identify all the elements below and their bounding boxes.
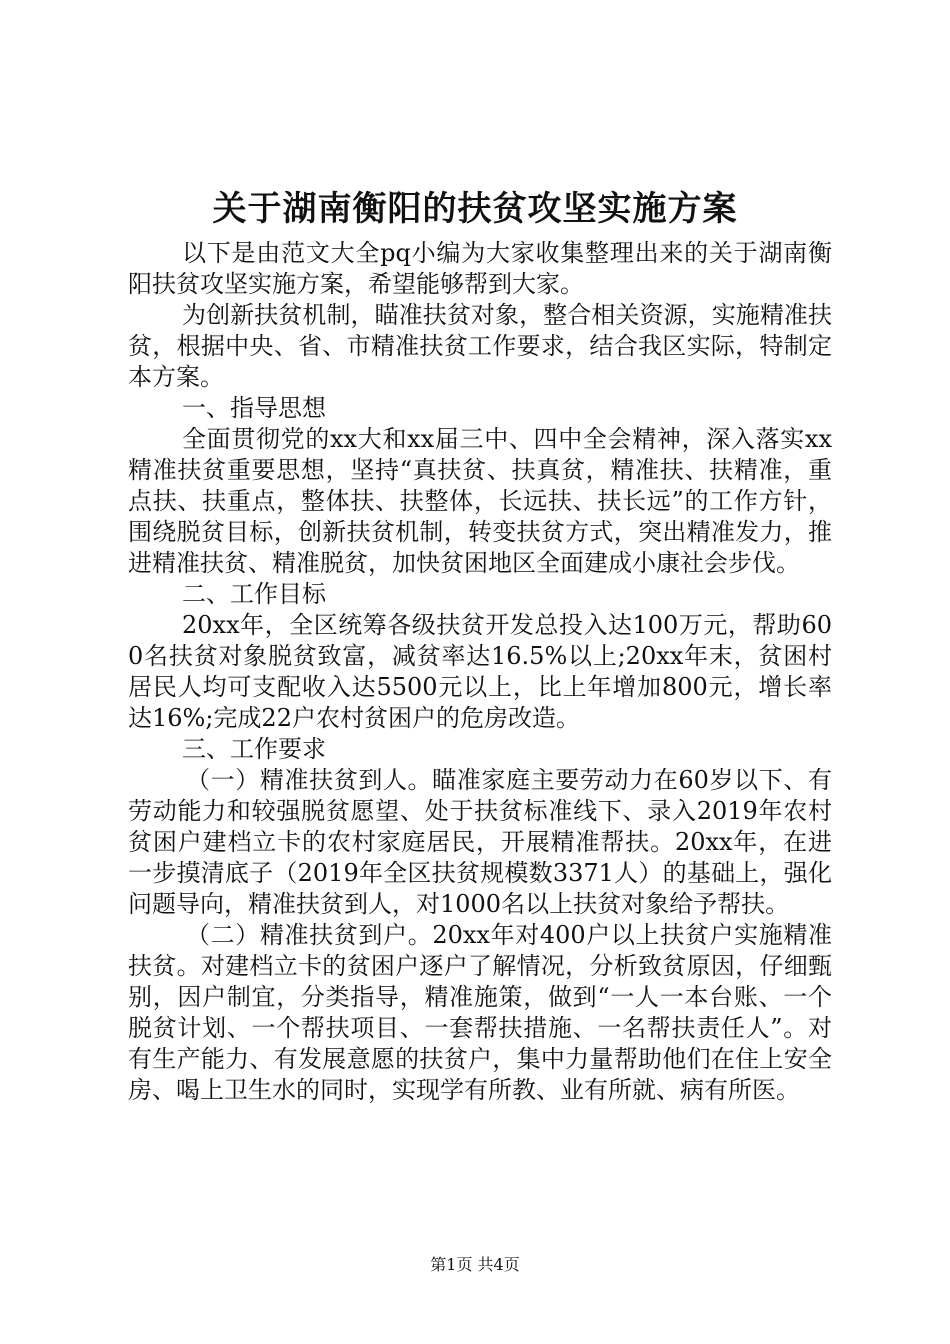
intro-paragraph: 以下是由范文大全pq小编为大家收集整理出来的关于湖南衡阳扶贫攻坚实施方案，希望能够帮到大家。 (128, 239, 832, 298)
page-title: 关于湖南衡阳的扶贫攻坚实施方案 (212, 189, 738, 229)
work-goals-paragraph: 20xx年，全区统筹各级扶贫开发总投入达100万元，帮助600名扶贫对象脱贫致富，减贫率达16.5%以上;20xx年末，贫困村居民人均可支配收入达5500元以上，比上年增加800元，增长率达16%;完成22户农村贫困户的危房改造。 (128, 611, 832, 732)
purpose-paragraph: 为创新扶贫机制，瞄准扶贫对象，整合相关资源，实施精准扶贫，根据中央、省、市精准扶贫工作要求，结合我区实际，特制定本方案。 (128, 301, 832, 391)
section-heading-work-requirements: 三、工作要求 (182, 735, 326, 763)
section-heading-work-goals: 二、工作目标 (182, 580, 326, 608)
section-heading-guiding-thought: 一、指导思想 (182, 394, 326, 422)
requirement-paragraph-person: （一）精准扶贫到人。瞄准家庭主要劳动力在60岁以下、有劳动能力和较强脱贫愿望、处于扶贫标准线下、录入2019年农村贫困户建档立卡的农村家庭居民，开展精准帮扶。20xx年，在进一步摸清底子（2019年全区扶贫规模数3371人）的基础上，强化问题导向，精准扶贫到人，对1000名以上扶贫对象给予帮扶。 (128, 766, 832, 918)
requirement-paragraph-household: （二）精准扶贫到户。20xx年对400户以上扶贫户实施精准扶贫。对建档立卡的贫困户逐户了解情况，分析致贫原因，仔细甄别，因户制宜，分类指导，精准施策，做到“一人一本台账、一个脱贫计划、一个帮扶项目、一套帮扶措施、一名帮扶责任人”。对有生产能力、有发展意愿的扶贫户，集中力量帮助他们在住上安全房、喝上卫生水的同时，实现学有所教、业有所就、病有所医。 (128, 921, 832, 1104)
document-body (128, 238, 832, 1106)
page-footer: 第1页 共4页 (430, 1255, 520, 1274)
guiding-thought-paragraph: 全面贯彻党的xx大和xx届三中、四中全会精神，深入落实xx精准扶贫重要思想，坚持“真扶贫、扶真贫，精准扶、扶精准，重点扶、扶重点，整体扶、扶整体，长远扶、扶长远”的工作方针，围绕脱贫目标，创新扶贫机制，转变扶贫方式，突出精准发力，推进精准扶贫、精准脱贫，加快贫困地区全面建成小康社会步伐。 (128, 425, 832, 577)
